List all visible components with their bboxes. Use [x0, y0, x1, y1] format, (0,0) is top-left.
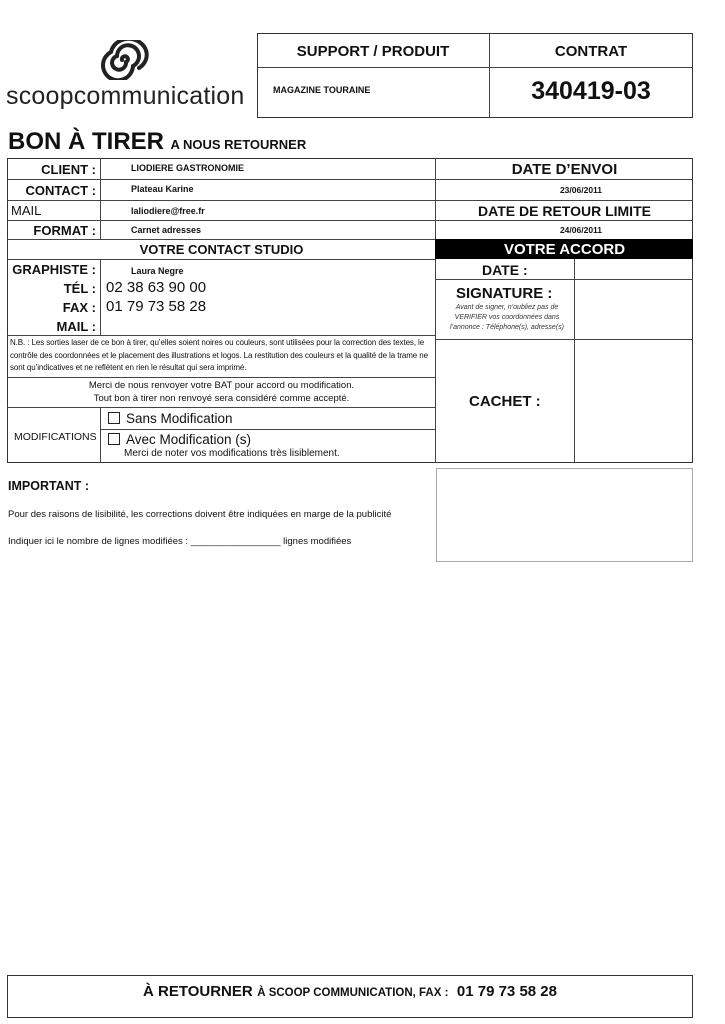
option-sans-modification[interactable] [108, 411, 233, 426]
contrat-value: 340419-03 [531, 77, 651, 105]
modifications-label: MODIFICATIONS [14, 431, 97, 443]
fax-label: FAX : [62, 300, 96, 315]
fax-value: 01 79 73 58 28 [106, 298, 207, 315]
merci-line-2: Tout bon à tirer non renvoyé sera considéré comme accepté. [93, 393, 350, 404]
contact-value: Plateau Karine [131, 184, 194, 194]
contact-label: CONTACT : [25, 183, 96, 198]
option-avec-modification[interactable] [108, 432, 251, 447]
avec-modification-checkbox[interactable] [108, 433, 120, 445]
modification-count-box [436, 468, 693, 562]
retour-value: 24/06/2011 [559, 225, 603, 235]
retour-label: DATE DE RETOUR LIMITE [478, 203, 651, 219]
support-value: MAGAZINE TOURAINE [273, 85, 371, 95]
client-value: LIODIERE GASTRONOMIE [131, 163, 245, 173]
contrat-label: CONTRAT [554, 43, 628, 60]
signature-note: Avant de signer, n’oubliez pas de VERIFIER vos coordonnées dans l’annonce : Téléphone(s), adresse(s) [449, 304, 564, 331]
title-sub: A NOUS RETOURNER [170, 137, 307, 152]
important-line-1: Pour des raisons de lisibilité, les corrections doivent être indiquées en marge de la publicité [8, 509, 392, 520]
footer-middle: À SCOOP COMMUNICATION, FAX : [257, 987, 449, 999]
envoi-value: 23/06/2011 [559, 185, 603, 195]
sans-modification-checkbox[interactable] [108, 412, 120, 424]
nb-note: N.B. : Les sorties laser de ce bon à tirer, qu’elles soient noires ou couleurs, sont utilisées pour la correction des textes, le contrôle des coordonnées et le placement des illustrations et logos. La restitution des couleurs et la qualité de la trame ne sont qu’indicatives et ne reflètent en rien le résultat qui sera imprimé. [10, 338, 428, 372]
important-line-2: Indiquer ici le nombre de lignes modifiées : _________________ lignes modifiées [8, 536, 352, 547]
mail-value: laliodiere@free.fr [131, 206, 205, 216]
option-1-label: Sans Modification [126, 411, 233, 426]
spiral-logo-icon [96, 40, 152, 80]
accord-heading: VOTRE ACCORD [503, 241, 626, 258]
logo [6, 40, 251, 110]
cachet-label: CACHET : [469, 393, 541, 410]
footer-prefix: À RETOURNER [143, 983, 253, 1000]
format-label: FORMAT : [33, 223, 96, 238]
signature-label: SIGNATURE : [456, 285, 553, 302]
envoi-label: DATE D’ENVOI [511, 161, 618, 178]
mail-label: MAIL [11, 203, 42, 218]
graphiste-label: GRAPHISTE : [12, 262, 96, 277]
title-main: BON À TIRER [8, 128, 164, 155]
merci-line-1: Merci de nous renvoyer votre BAT pour accord ou modification. [88, 380, 355, 391]
page-title [8, 128, 306, 156]
studio-mail-label: MAIL : [56, 319, 96, 334]
tel-value: 02 38 63 90 00 [106, 279, 207, 296]
footer-fax: 01 79 73 58 28 [456, 983, 557, 1000]
important-heading: IMPORTANT : [8, 479, 90, 493]
client-label: CLIENT : [41, 162, 96, 177]
support-label: SUPPORT / PRODUIT [296, 43, 450, 60]
graphiste-value: Laura Negre [131, 266, 184, 276]
tel-label: TÉL : [63, 281, 96, 296]
studio-heading: VOTRE CONTACT STUDIO [139, 242, 304, 257]
footer-text [7, 983, 693, 1001]
option-2-label: Avec Modification (s) [126, 432, 252, 447]
accord-date-label: DATE : [482, 262, 528, 278]
format-value: Carnet adresses [131, 225, 202, 235]
modifications-note: Merci de noter vos modifications très lisiblement. [124, 448, 340, 459]
logo-text: scoopcommunication [6, 82, 245, 110]
